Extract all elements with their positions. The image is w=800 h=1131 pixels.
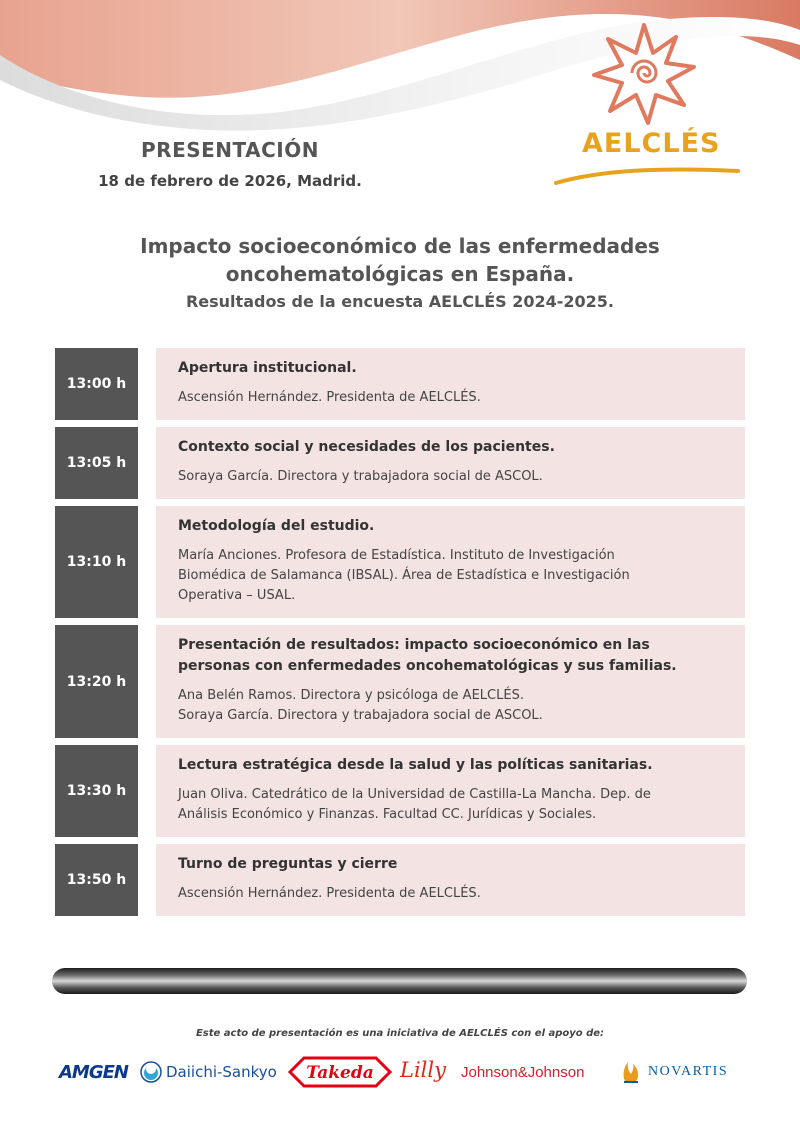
agenda-topic: Presentación de resultados: impacto socioeconómico en las xyxy=(178,637,650,653)
novartis-logo xyxy=(622,1061,728,1083)
agenda-content xyxy=(156,844,745,916)
header-block xyxy=(60,138,400,190)
agenda-time: 13:00 h xyxy=(55,348,138,420)
event-subtitle: Resultados de la encuesta AELCLÉS 2024-2025. xyxy=(185,292,615,311)
takeda-logo xyxy=(288,1056,392,1088)
agenda-speakers xyxy=(178,388,723,408)
event-title-line-2: oncohematológicas en España. xyxy=(225,262,575,286)
presentation-date: 18 de febrero de 2026, Madrid. xyxy=(98,172,362,190)
agenda-speaker-line: Juan Oliva. Catedrático de la Universidad de Castilla-La Mancha. Dep. de xyxy=(178,787,651,802)
event-title-line-1: Impacto socioeconómico de las enfermedades xyxy=(140,234,660,258)
daiichi-sankyo-icon xyxy=(140,1061,162,1083)
agenda-content xyxy=(156,506,745,618)
agenda-topic: Metodología del estudio. xyxy=(178,518,375,534)
johnson-and-johnson-logo: Johnson&Johnson xyxy=(461,1064,585,1081)
agenda-row xyxy=(55,506,745,618)
agenda-time: 13:10 h xyxy=(55,506,138,618)
agenda-speaker-line: Ana Belén Ramos. Directora y psicóloga de AELCLÉS. xyxy=(178,688,524,703)
agenda-speaker-line: María Anciones. Profesora de Estadística. Instituto de Investigación xyxy=(178,548,615,563)
agenda-row xyxy=(55,427,745,499)
event-title xyxy=(60,232,740,311)
agenda-content xyxy=(156,745,745,837)
agenda-time: 13:05 h xyxy=(55,427,138,499)
agenda-speaker-line: Análisis Económico y Finanzas. Facultad CC. Jurídicas y Sociales. xyxy=(178,807,597,822)
agenda-content xyxy=(156,625,745,738)
agenda-speaker-line: Soraya García. Directora y trabajadora social de ASCOL. xyxy=(178,469,543,484)
agenda-speakers xyxy=(178,686,723,726)
agenda-row xyxy=(55,625,745,738)
agenda-speaker-line: Biomédica de Salamanca (IBSAL). Área de Estadística e Investigación xyxy=(178,568,630,583)
agenda-topic: Contexto social y necesidades de los pacientes. xyxy=(178,439,555,455)
presentation-title: PRESENTACIÓN xyxy=(141,138,319,162)
agenda-time: 13:30 h xyxy=(55,745,138,837)
agenda-speaker-line: Ascensión Hernández. Presidenta de AELCLÉS. xyxy=(178,886,481,901)
agenda-speakers xyxy=(178,467,723,487)
daiichi-sankyo-logo xyxy=(140,1061,277,1083)
agenda-topic: personas con enfermedades oncohematológicas y sus familias. xyxy=(178,658,677,674)
metallic-divider-bar xyxy=(52,968,747,994)
agenda-row xyxy=(55,348,745,420)
agenda-content xyxy=(156,427,745,499)
agenda-list xyxy=(55,348,745,923)
aelcles-logo-icon xyxy=(548,18,748,193)
takeda-text: Takeda xyxy=(306,1063,374,1083)
agenda-speakers xyxy=(178,546,723,606)
amgen-logo: AMGEN xyxy=(59,1062,128,1083)
agenda-topic: Turno de preguntas y cierre xyxy=(178,856,398,872)
aelcles-logo-text: AELCLÉS xyxy=(582,128,721,159)
agenda-content xyxy=(156,348,745,420)
agenda-speaker-line: Ascensión Hernández. Presidenta de AELCLÉS. xyxy=(178,390,481,405)
agenda-speaker-line: Soraya García. Directora y trabajadora social de ASCOL. xyxy=(178,708,543,723)
lilly-logo: Lilly xyxy=(400,1058,446,1082)
agenda-row xyxy=(55,745,745,837)
agenda-time: 13:20 h xyxy=(55,625,138,738)
support-text: Este acto de presentación es una iniciativa de AELCLÉS con el apoyo de: xyxy=(195,1028,605,1039)
agenda-speakers xyxy=(178,884,723,904)
novartis-flame-icon xyxy=(622,1061,640,1083)
daiichi-sankyo-text: Daiichi-Sankyo xyxy=(166,1063,277,1081)
agenda-time: 13:50 h xyxy=(55,844,138,916)
agenda-speaker-line: Operativa – USAL. xyxy=(178,588,296,603)
agenda-topic: Apertura institucional. xyxy=(178,360,357,376)
novartis-text: NOVARTIS xyxy=(648,1064,729,1079)
agenda-row xyxy=(55,844,745,916)
agenda-topic: Lectura estratégica desde la salud y las políticas sanitarias. xyxy=(178,757,653,773)
agenda-speakers xyxy=(178,785,723,825)
